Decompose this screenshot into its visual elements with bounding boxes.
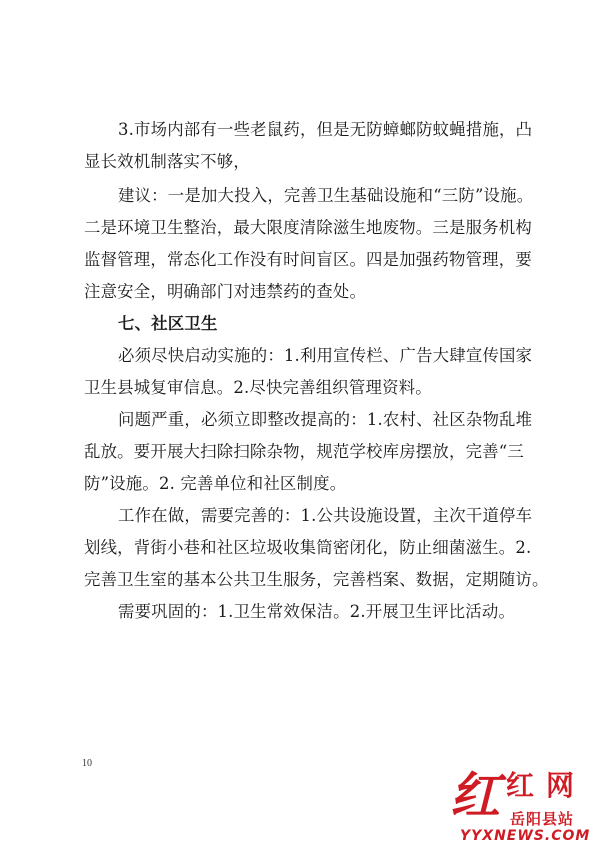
watermark-url: YYXNEWS.COM: [460, 828, 591, 844]
paragraph-line: 显长效机制落实不够，: [84, 152, 250, 171]
watermark-station: 岳阳县站: [510, 810, 575, 828]
paragraph-line: 问题严重，必须立即整改提高的：1.农村、社区杂物乱堆: [118, 410, 533, 429]
paragraph-line: 监督管理，常态化工作没有时间盲区。四是加强药物管理，要: [84, 250, 532, 269]
paragraph-line: 划线，背街小巷和社区垃圾收集筒密闭化，防止细菌滋生。2.: [84, 538, 532, 557]
watermark-logo-text: 网: [546, 769, 575, 802]
paragraph-line: 防”设施。2. 完善单位和社区制度。: [84, 474, 347, 493]
paragraph-line: 完善卫生室的基本公共卫生服务，完善档案、数据，定期随访。: [84, 570, 549, 589]
watermark-logo: [428, 768, 600, 848]
watermark-logo-text: 红: [506, 769, 535, 802]
paragraph-line: 工作在做，需要完善的：1.公共设施设置，主次干道停车: [118, 506, 533, 525]
section-heading: 七、社区卫生: [118, 314, 218, 333]
paragraph-line: 需要巩固的：1.卫生常效保洁。2.开展卫生评比活动。: [118, 602, 516, 621]
paragraph-line: 建议：一是加大投入，完善卫生基础设施和“三防”设施。: [118, 186, 534, 205]
paragraph-line: 乱放。要开展大扫除扫除杂物，规范学校库房摆放，完善“三: [84, 442, 524, 461]
paragraph-line: 二是环境卫生整治，最大限度清除滋生地废物。三是服务机构: [84, 218, 532, 237]
paragraph-line: 必须尽快启动实施的：1.利用宣传栏、广告大肆宣传国家: [118, 346, 533, 365]
watermark-logo-mark: 红: [450, 766, 500, 825]
paragraph-line: 卫生县城复审信息。2.尽快完善组织管理资料。: [84, 378, 432, 397]
paragraph-line: 注意安全，明确部门对违禁药的查处。: [84, 282, 367, 301]
page-number: 10: [82, 758, 92, 769]
paragraph-line: 3.市场内部有一些老鼠药，但是无防蟑螂防蚊蝇措施，凸: [118, 120, 533, 139]
